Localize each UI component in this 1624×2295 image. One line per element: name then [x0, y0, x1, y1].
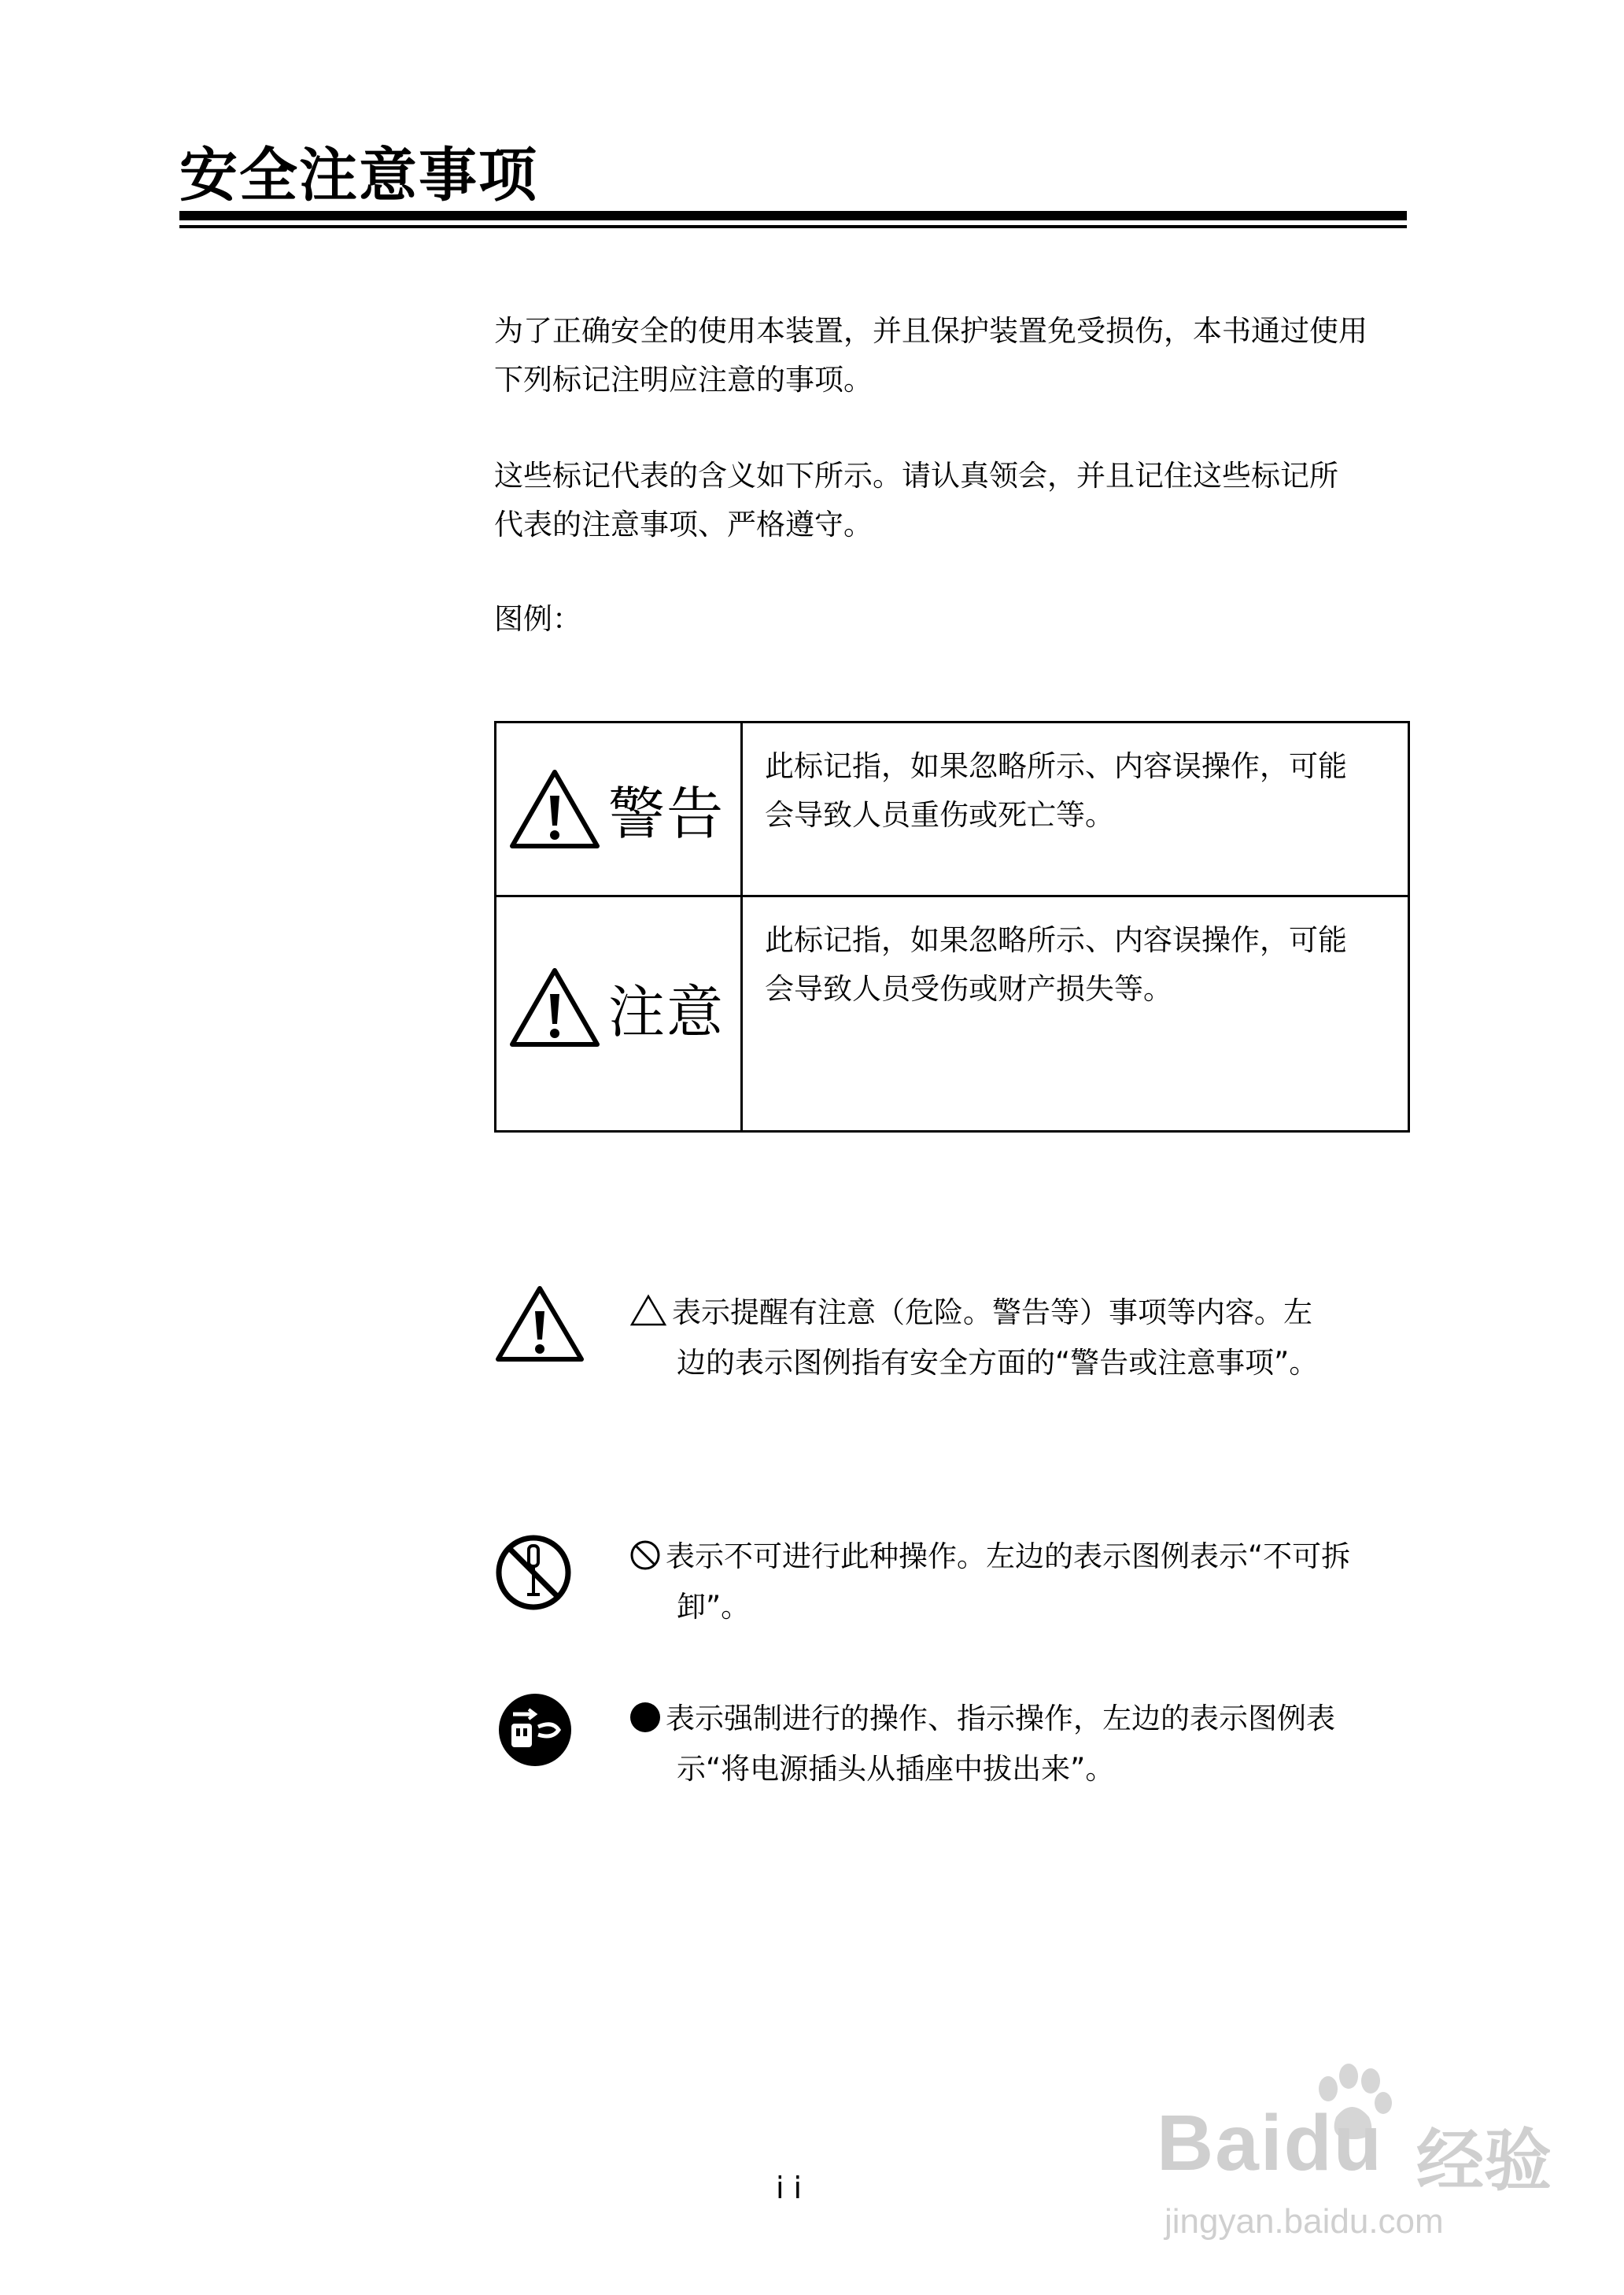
- legend-description-cell: [742, 722, 1409, 896]
- legend-symbol-word: 注意: [608, 979, 725, 1045]
- prohibition-icon: [629, 1539, 661, 1571]
- legend-symbol-cell: [496, 896, 742, 1132]
- unplug-power-icon: [497, 1692, 573, 1768]
- note-line: [629, 1694, 1335, 1744]
- legend-description-line: 会导致人员受伤或财产损失等。: [765, 972, 1172, 1006]
- note-line: 示“将电源插头从插座中拔出来”。: [677, 1752, 1115, 1786]
- triangle-outline-icon: [629, 1294, 667, 1327]
- warning-triangle-icon: [507, 966, 602, 1049]
- intro-paragraph-2: [494, 452, 1415, 549]
- note-line: [629, 1532, 1350, 1582]
- warning-triangle-icon: [507, 767, 602, 851]
- note-line: [629, 1288, 1318, 1338]
- note-prohibition: [629, 1532, 1350, 1632]
- page-number: ii: [776, 2171, 812, 2205]
- note-text: 表示强制进行的操作、指示操作，左边的表示图例表: [666, 1702, 1335, 1735]
- legend-description-line: 会导致人员重伤或死亡等。: [765, 798, 1114, 832]
- legend-symbol-word: 警告: [608, 781, 725, 847]
- title-rule-thick: [179, 211, 1407, 220]
- note-line: 卸”。: [677, 1590, 751, 1624]
- note-text: 表示提醒有注意（危险。警告等）事项等内容。左: [672, 1295, 1312, 1329]
- note-mandatory: [629, 1694, 1335, 1794]
- legend-description-line: 此标记指，如果忽略所示、内容误操作，可能: [765, 923, 1347, 957]
- intro-paragraph-1-line: 为了正确安全的使用本装置，并且保护装置免受损伤，本书通过使用: [494, 314, 1367, 348]
- legend-description-cell: [742, 896, 1409, 1132]
- legend-label: 图例：: [494, 602, 581, 636]
- title-rule-thin: [179, 225, 1407, 228]
- note-caution: [629, 1288, 1318, 1388]
- watermark-brand: Baidu: [1157, 2099, 1383, 2187]
- page-title: 安全注意事项: [179, 142, 538, 209]
- watermark-suffix: 经验: [1416, 2122, 1552, 2201]
- baidu-watermark: [1157, 2062, 1566, 2251]
- no-disassembly-icon: [494, 1533, 573, 1612]
- legend-symbol-cell: [496, 722, 742, 896]
- intro-paragraph-2-line: 代表的注意事项、严格遵守。: [494, 508, 873, 541]
- legend-row-warning: [496, 722, 1409, 896]
- caution-triangle-icon: [494, 1284, 585, 1363]
- intro-paragraph-2-line: 这些标记代表的含义如下所示。请认真领会，并且记住这些标记所: [494, 459, 1338, 493]
- note-text: 表示不可进行此种操作。左边的表示图例表示“不可拆: [666, 1539, 1351, 1573]
- legend-table: [494, 721, 1410, 1133]
- legend-row-caution: [496, 896, 1409, 1132]
- filled-circle-icon: [629, 1702, 661, 1733]
- intro-paragraph-1-line: 下列标记注明应注意的事项。: [494, 363, 873, 397]
- note-line: 边的表示图例指有安全方面的“警告或注意事项”。: [677, 1346, 1319, 1380]
- legend-description-line: 此标记指，如果忽略所示、内容误操作，可能: [765, 749, 1347, 783]
- watermark-url: jingyan.baidu.com: [1164, 2202, 1444, 2241]
- intro-paragraph-1: [494, 307, 1415, 405]
